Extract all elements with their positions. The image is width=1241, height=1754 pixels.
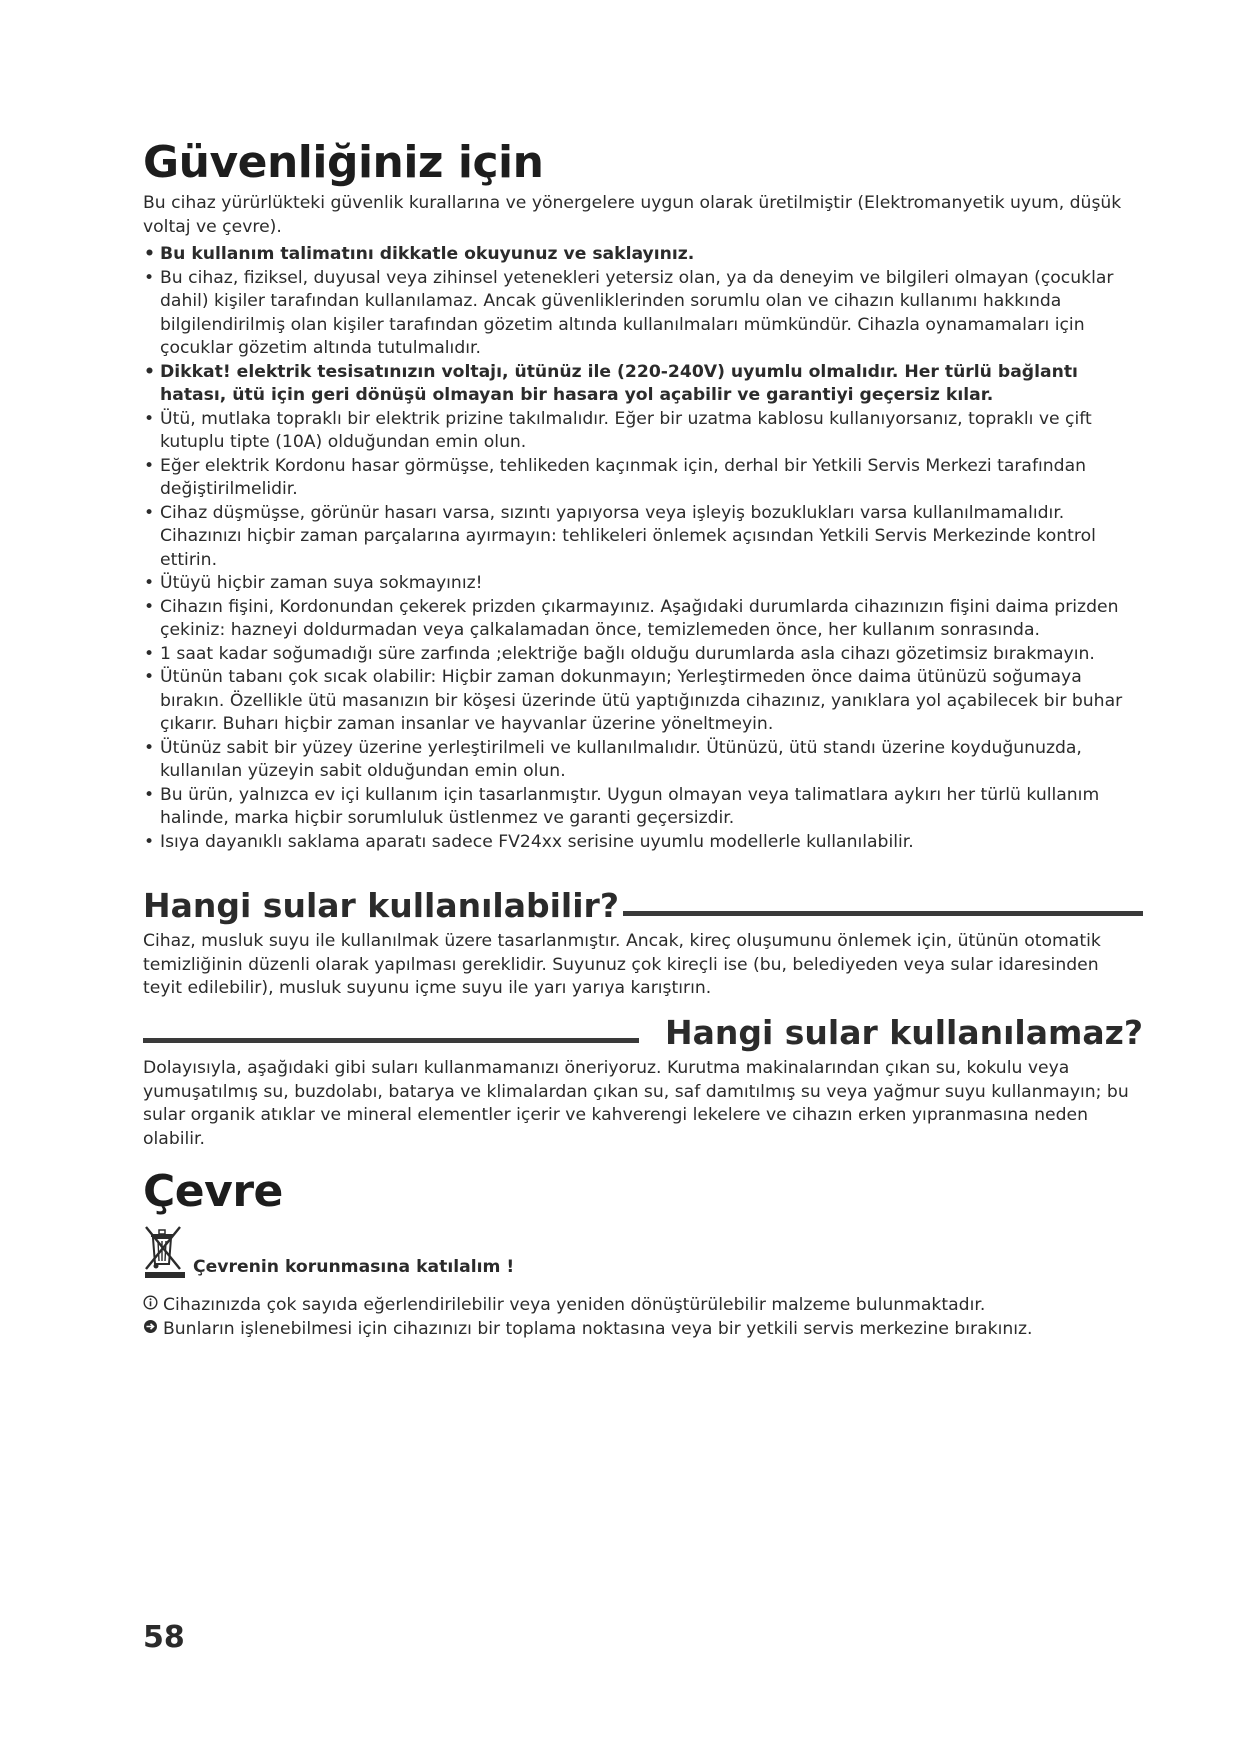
info-circle-icon (143, 1293, 163, 1317)
recyclable-note (143, 1293, 1143, 1317)
safety-list (143, 243, 1143, 854)
dropoff-note-text: Bunların işlenebilmesi için cihazınızı bir toplama noktasına veya bir yetkili servis merkezine bırakınız. (163, 1319, 1033, 1340)
arrow-circle-icon (143, 1317, 163, 1341)
heading-rule (623, 911, 1143, 916)
safety-item: • Cihazın fişini, Kordonundan çekerek prizden çıkarmayınız. Aşağıdaki durumlarda cihazınızın fişini daima prizden çekiniz: hazneyi doldurmadan veya çalkalamadan önce, temizlemeden önce, her kullanım sonrasında. (143, 596, 1143, 643)
unusable-water-title: Hangi sular kullanılamaz? (664, 1012, 1143, 1052)
safety-item: • Ütünüz sabit bir yüzey üzerine yerleştirilmeli ve kullanılmalıdır. Ütünüzü, ütü standı üzerine koyduğunuzda, kullanılan yüzeyin sabit olduğundan emin olun. (143, 737, 1143, 784)
dropoff-note (143, 1317, 1143, 1341)
unusable-water-heading-row (143, 1012, 1143, 1052)
environment-slogan-row (143, 1223, 1143, 1279)
environment-slogan: Çevrenin korunmasına katılalım ! (193, 1257, 515, 1278)
safety-item: • Eğer elektrik Kordonu hasar görmüşse, tehlikeden kaçınmak için, derhal bir Yetkili Servis Merkezi tarafından değiştirilmelidir. (143, 455, 1143, 502)
safety-item: • Bu cihaz, fiziksel, duyusal veya zihinsel yetenekleri yetersiz olan, ya da deneyim ve bilgileri olmayan (çocuklar dahil) kişiler tarafından kullanılamaz. Ancak güvenliklerinden sorumlu olan ve cihazın kullanımı hakkında bilgilendirilmiş olan kişiler tarafından gözetim altında kullanılmaları mümkündür. Cihazla oynamamaları için çocuklar gözetim altında tutulmalıdır. (143, 267, 1143, 361)
environment-section (143, 1166, 1143, 1341)
weee-crossed-bin-icon (143, 1223, 187, 1279)
unusable-water-section (143, 1012, 1143, 1151)
page-content (143, 137, 1143, 1341)
safety-item: • Cihaz düşmüşse, görünür hasarı varsa, sızıntı yapıyorsa veya işleyiş bozuklukları varsa kullanılmamalıdır. Cihazınızı hiçbir zaman parçalarına ayırmayın: tehlikeleri önlemek açısından Yetkili Servis Merkezinde kontrol ettirin. (143, 502, 1143, 573)
usable-water-title: Hangi sular kullanılabilir? (143, 886, 619, 926)
usable-water-section (143, 888, 1143, 1001)
usable-water-text: Cihaz, musluk suyu ile kullanılmak üzere tasarlanmıştır. Ancak, kireç oluşumunu önlemek için, ütünün otomatik temizliğinin düzenli olarak yapılması gereklidir. Suyunuz çok kireçli ise (bu, belediyeden veya sular idaresinden teyit edilebilir), musluk suyunu içme suyu ile yarı yarıya karıştırın. (143, 931, 1101, 999)
safety-item: • Ütü, mutlaka topraklı bir elektrik prizine takılmalıdır. Eğer bir uzatma kablosu kullanıyorsanız, topraklı ve çift kutuplu tipte (10A) olduğundan emin olun. (143, 408, 1143, 455)
safety-title: Güvenliğiniz için (143, 137, 544, 188)
environment-title: Çevre (143, 1166, 283, 1218)
safety-intro: Bu cihaz yürürlükteki güvenlik kurallarına ve yönergelere uygun olarak üretilmiştir (Elektromanyetik uyum, düşük voltaj ve çevre). (143, 193, 1122, 237)
usable-water-heading-row (143, 888, 1143, 924)
safety-item: • Bu kullanım talimatını dikkatle okuyunuz ve saklayınız. (143, 243, 1143, 267)
safety-item: • Ütüyü hiçbir zaman suya sokmayınız! (143, 572, 1143, 596)
safety-item: • 1 saat kadar soğumadığı süre zarfında ;elektriğe bağlı olduğu durumlarda asla cihazı gözetimsiz bırakmayın. (143, 643, 1143, 667)
safety-item: • Bu ürün, yalnızca ev içi kullanım için tasarlanmıştır. Uygun olmayan veya talimatlara aykırı her türlü kullanım halinde, marka hiçbir sorumluluk üstlenmez ve garanti geçersizdir. (143, 784, 1143, 831)
page-number: 58 (143, 1620, 185, 1655)
recyclable-note-text: Cihazınızda çok sayıda eğerlendirilebilir veya yeniden dönüştürülebilir malzeme bulunmaktadır. (163, 1295, 986, 1316)
safety-section (143, 137, 1143, 854)
heading-rule (143, 1038, 639, 1043)
safety-item: • Dikkat! elektrik tesisatınızın voltajı, ütünüz ile (220-240V) uyumlu olmalıdır. Her türlü bağlantı hatası, ütü için geri dönüşü olmayan bir hasara yol açabilir ve garantiyi geçersiz kılar. (143, 361, 1143, 408)
unusable-water-text: Dolayısıyla, aşağıdaki gibi suları kullanmamanızı öneriyoruz. Kurutma makinalarından çıkan su, kokulu veya yumuşatılmış su, buzdolabı, batarya ve klimalardan çıkan su, saf damıtılmış su veya yağmur suyu kullanmayın; bu sular organik atıklar ve mineral elementler içerir ve kahverengi lekelere ve cihazın erken yıpranmasına neden olabilir. (143, 1058, 1129, 1149)
safety-item: • Isıya dayanıklı saklama aparatı sadece FV24xx serisine uyumlu modellerle kullanılabilir. (143, 831, 1143, 855)
environment-notes (143, 1293, 1143, 1341)
safety-item: • Ütünün tabanı çok sıcak olabilir: Hiçbir zaman dokunmayın; Yerleştirmeden önce daima ütünüzü soğumaya bırakın. Özellikle ütü masanızın bir köşesi üzerinde ütü yaptığınızda cihazınız, yanıklara yol açabilecek bir buhar çıkarır. Buharı hiçbir zaman insanlar ve hayvanlar üzerine yöneltmeyin. (143, 666, 1143, 737)
